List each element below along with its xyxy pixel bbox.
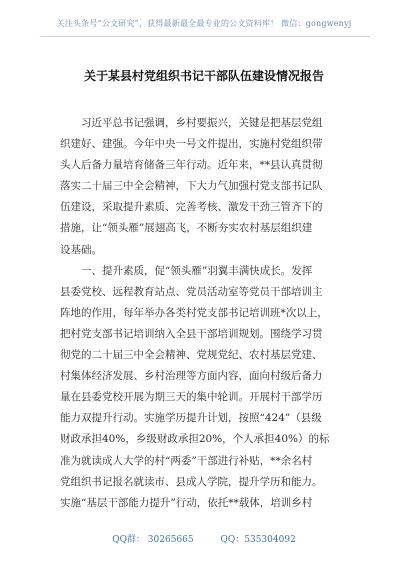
footer-qq: QQ：535304092 <box>220 535 296 545</box>
body-line: 党组织书记报名就读市、县成人学院，提升学历和能力。 <box>60 475 323 488</box>
body-line: 村集体经济发展、乡村治理等方面内容，面向村级后备力 <box>60 370 323 383</box>
document-title: 关于某县村党组织书记干部队伍建设情况报告 <box>83 69 324 83</box>
body-line: 县委党校、远程教育站点、党员活动室等党员干部培训主 <box>60 285 323 298</box>
header-divider <box>40 36 370 37</box>
body-line: 措施，让“领头雁”展翅高飞，不断夯实农村基层组织建 <box>60 222 313 235</box>
body-line: 能力双提升行动。实施学历提升计划，按照“424”（县级 <box>60 412 322 425</box>
body-line: 阵地的作用，每年举办各类村党支部书记培训班*次以上， <box>60 306 328 319</box>
body-line: 准为就读成人大学的村“两委”干部进行补贴，**余名村 <box>60 454 313 467</box>
body-line: 财政承担40%，乡级财政承担20%，个人承担40%）的标 <box>60 433 330 446</box>
section-heading-line: 一、提升素质，促“领头雁”羽翼丰满快成长。发挥 <box>81 264 313 277</box>
body-line: 实施“基层干部能力提升”行动，依托**载体，培训乡村 <box>60 496 313 509</box>
body-line: 量在县委党校开展为期三天的集中轮训。开展村干部学历 <box>60 391 323 404</box>
document-body <box>60 113 352 514</box>
body-line: 习近平总书记强调，乡村要振兴，关键是把基层党组 <box>81 117 323 129</box>
body-line: 落实二十届三中全会精神，下大力气加强村党支部书记队 <box>60 180 323 193</box>
footer <box>0 534 408 546</box>
body-line: 把村党支部书记培训纳入全县干部培训规划。围绕学习贯 <box>60 327 323 340</box>
body-line: 彻党的二十届三中全会精神、党规党纪、农村基层党建、 <box>60 349 323 362</box>
body-line: 伍建设，采取提升素质、完善考核、激发干劲三管齐下的 <box>60 201 323 214</box>
body-line: 织建好、建强。今年中央一号文件提出，实施村党组织带 <box>60 138 323 151</box>
footer-qq-group: QQ群： 30265665 <box>112 535 194 545</box>
body-line: 头人后备力量培育储备三年行动。近年来，**县认真贯彻 <box>60 159 323 172</box>
body-line: 设基础。 <box>60 243 102 256</box>
header-note: 关注头条号“公文研究”，获得最新最全最专业的公文资料库！ 微信：gongwenyj <box>56 19 352 28</box>
